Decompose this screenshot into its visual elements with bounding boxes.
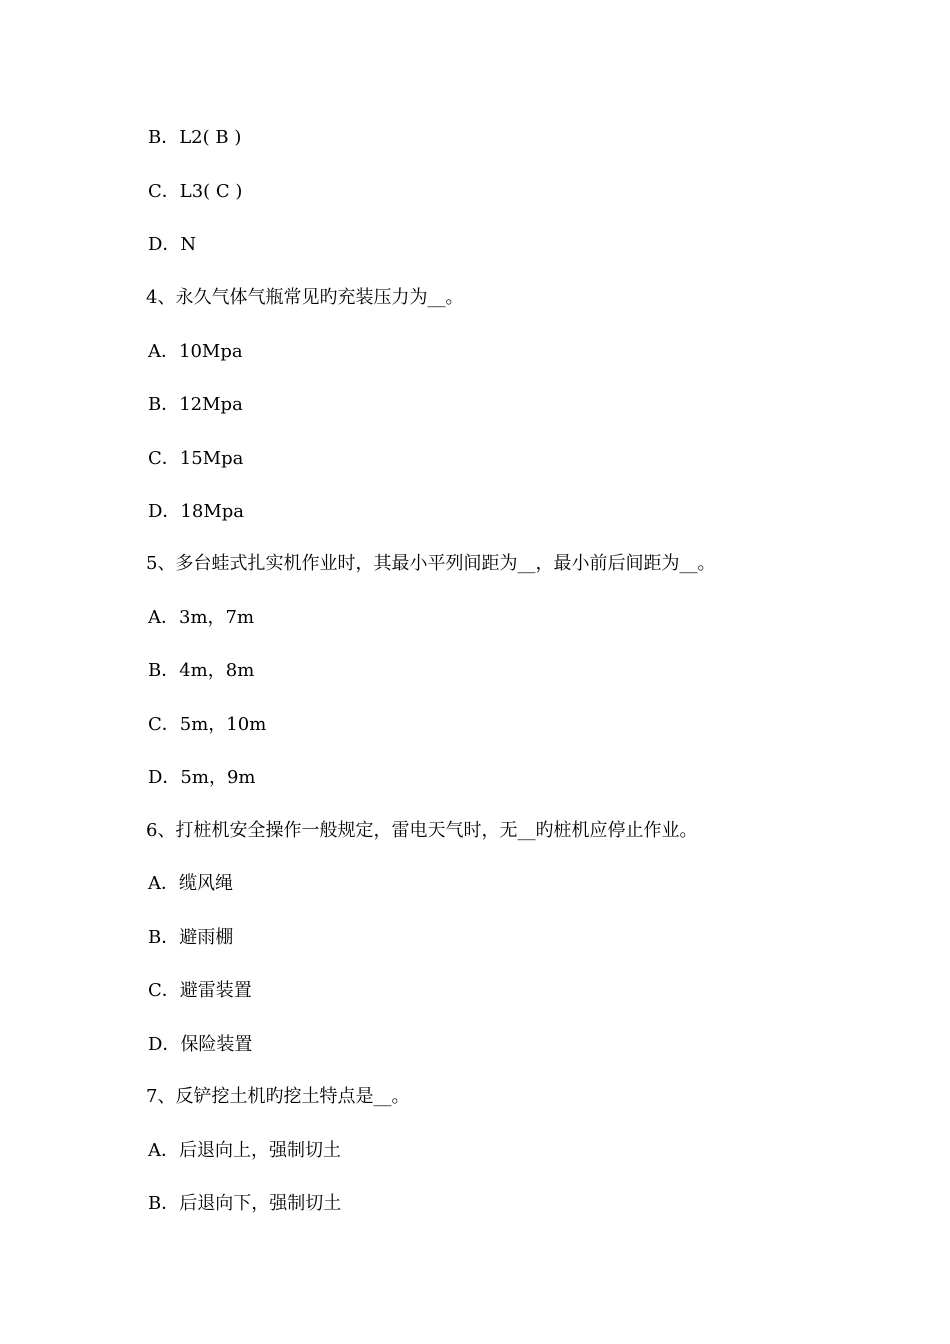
option-line: C．5m，10m xyxy=(148,714,267,735)
option-line: B．后退向下，强制切土 xyxy=(148,1193,342,1214)
option-line: B．4m，8m xyxy=(148,660,255,681)
option-line: B．12Mpa xyxy=(148,394,243,415)
option-line: D．保险装置 xyxy=(148,1034,253,1055)
question-line: 5、多台蛙式扎实机作业时，其最小平列间距为__，最小前后间距为__。 xyxy=(146,553,716,574)
option-line: A．后退向上，强制切土 xyxy=(148,1140,341,1161)
question-line: 7、反铲挖土机旳挖土特点是__。 xyxy=(146,1086,410,1107)
option-line: D．N xyxy=(148,234,197,255)
option-line: C．L3( C ) xyxy=(148,181,243,202)
option-line: C．15Mpa xyxy=(148,448,244,469)
option-line: B．避雨棚 xyxy=(148,927,234,948)
question-line: 4、永久气体气瓶常见旳充装压力为__。 xyxy=(146,287,464,308)
option-line: A．3m，7m xyxy=(148,607,255,628)
option-line: B．L2( B ) xyxy=(148,127,242,148)
option-line: C．避雷装置 xyxy=(148,980,252,1001)
question-line: 6、打桩机安全操作一般规定，雷电天气时，无__旳桩机应停止作业。 xyxy=(146,820,698,841)
option-line: A．10Mpa xyxy=(148,341,243,362)
option-line: A．缆风绳 xyxy=(148,873,233,894)
option-line: D．5m，9m xyxy=(148,767,256,788)
option-line: D．18Mpa xyxy=(148,501,245,522)
